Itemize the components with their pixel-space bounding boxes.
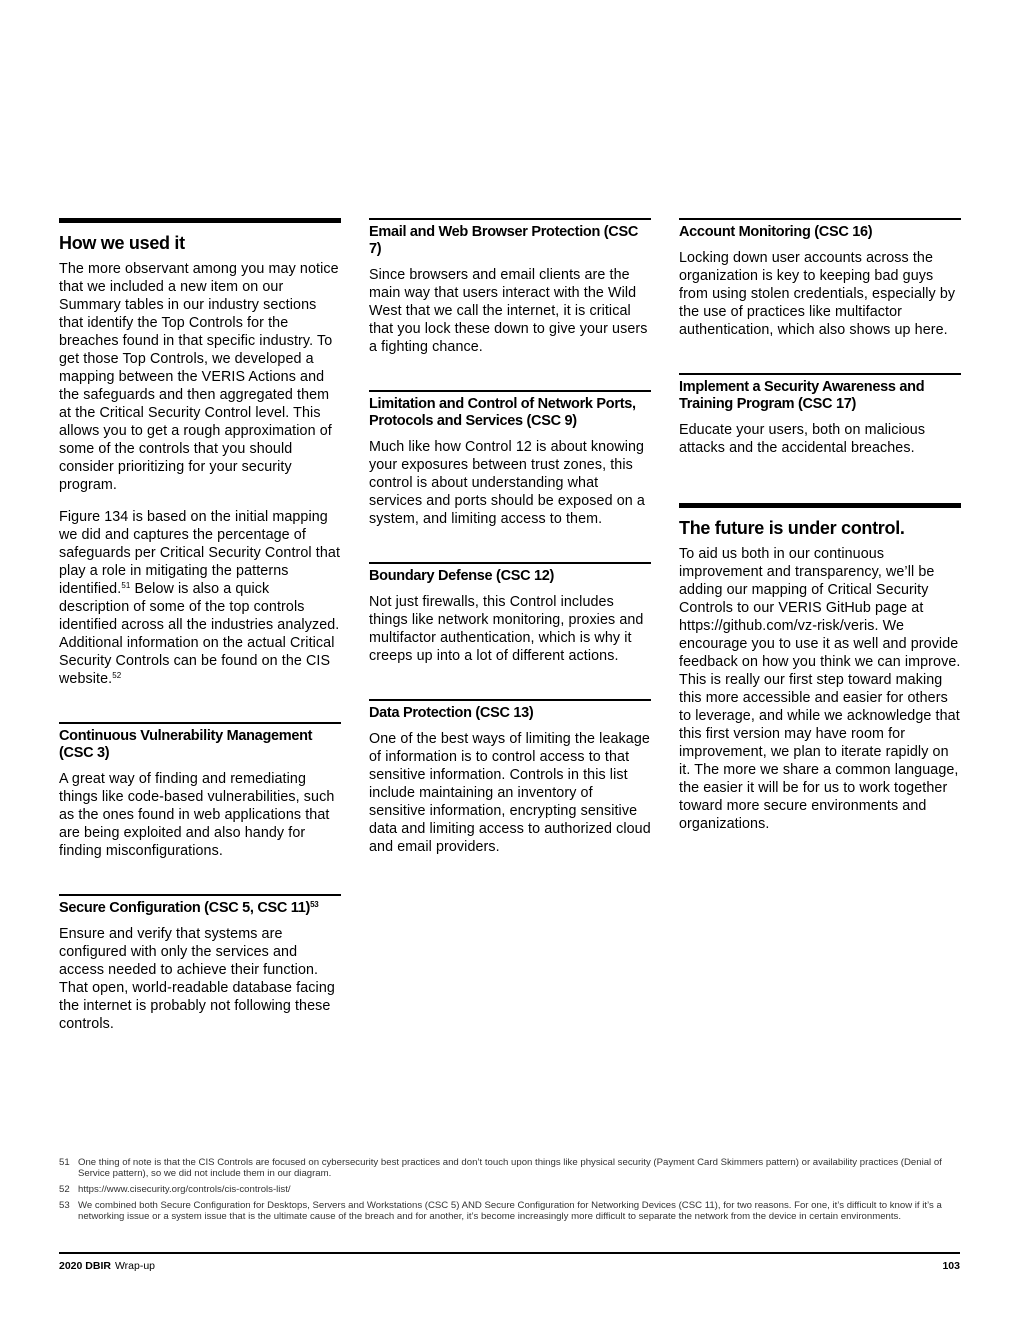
footnote-51 [59, 1157, 959, 1179]
report-title: 2020 DBIR [59, 1260, 111, 1272]
section-continuous-vulnerability [59, 722, 341, 860]
column-left [59, 218, 341, 1067]
paragraph: Since browsers and email clients are the main way that users interact with the Wild West that we call the internet, it is critical that you lock these down to give your users a fighting chance. [369, 267, 648, 355]
section-data-protection [369, 699, 651, 856]
paragraph: Educate your users, both on malicious attacks and the accidental breaches. [679, 422, 926, 456]
footnote-52 [59, 1184, 959, 1195]
column-middle [369, 218, 651, 890]
footnote-text: https://www.cisecurity.org/controls/cis-controls-list/ [78, 1184, 291, 1195]
footnote-53 [59, 1200, 959, 1222]
section-security-awareness [679, 373, 961, 457]
footnotes [59, 1157, 959, 1227]
section-title: Account Monitoring (CSC 16) [679, 224, 873, 240]
section-title: The future is under control. [679, 518, 905, 538]
paragraph: To aid us both in our continuous improvement and transparency, we’ll be adding our mapping of Critical Security Controls to our VERIS GitHub page at https://github.com/vz-risk/veris. We encourage you to use it as well and provide feedback on how you think we can improve. This is really our first step toward making this more accessible and easier for others to leverage, and while we acknowledge that this first version may have room for improvement, we plan to iterate rapidly on it. The more we share a common language, the easier it will be for us to work together toward more secure environments and organizations. [679, 546, 961, 832]
section-title: Limitation and Control of Network Ports, Protocols and Services (CSC 9) [369, 396, 636, 429]
page-footer [59, 1252, 960, 1272]
section-email-web-protection [369, 218, 651, 356]
paragraph: Figure 134 is based on the initial mapping we did and captures the percentage of safeguards per Critical Security Control that play a role in mitigating the patterns identified.$^{51}$ Below is also a quick description of some of the top controls identified across all the industries analyzed. Additional information on the actual Critical Security Controls can be found on the CIS website.$^{52}$ [59, 509, 341, 687]
footer-left [59, 1260, 155, 1272]
footnote-ref: 52 [112, 671, 122, 680]
section-title: How we used it [59, 233, 185, 253]
paragraph: A great way of finding and remediating things like code-based vulnerabilities, such as the ones found in web applications that are being exploited and also handy for finding misconfigurations. [59, 771, 335, 859]
section-title: Implement a Security Awareness and Training Program (CSC 17) [679, 379, 925, 412]
paragraph: One of the best ways of limiting the leakage of information is to control access to that sensitive information. Controls in this list include maintaining an inventory of sensitive information, encrypting sensitive data and limiting access to authorized cloud and email providers. [369, 731, 651, 855]
section-network-ports [369, 390, 651, 528]
footnote-number: 51 [59, 1157, 70, 1168]
footnote-number: 52 [59, 1184, 70, 1195]
paragraph: The more observant among you may notice that we included a new item on our Summary tables in our industry sections that identify the Top Controls for the breaches found in that specific industry. To get those Top Controls, we developed a mapping between the VERIS Actions and the safeguards and then aggregated them at the Critical Security Control level. This allows you to get a rough approximation of some of the controls that you should consider prioritizing for your security program. [59, 261, 339, 493]
footnote-number: 53 [59, 1200, 70, 1211]
section-title: Email and Web Browser Protection (CSC 7) [369, 224, 639, 257]
section-boundary-defense [369, 562, 651, 665]
paragraph: Ensure and verify that systems are configured with only the services and access needed to achieve their function. That open, world-readable database facing the internet is probably not following these controls. [59, 926, 335, 1032]
footnote-ref: 53 [310, 900, 319, 909]
column-right [679, 218, 961, 867]
section-title: Data Protection (CSC 13) [369, 705, 534, 721]
paragraph: Locking down user accounts across the organization is key to keeping bad guys from using stolen credentials, especially by the use of practices like multifactor authentication, which also shows up here. [679, 250, 956, 338]
section-title: Boundary Defense (CSC 12) [369, 568, 555, 584]
footnote-ref: 51 [121, 581, 131, 590]
section-name: Wrap-up [114, 1260, 156, 1272]
paragraph: Not just firewalls, this Control includes things like network monitoring, proxies and multifactor authentication, which is why it creeps up into a lot of different actions. [369, 594, 644, 664]
section-how-we-used-it [59, 218, 341, 688]
footnote-text: We combined both Secure Configuration for Desktops, Servers and Workstations (CSC 5) AND Secure Configuration for Networking Devices (CSC 11), for two reasons. For one, it’s difficult to know if it’s a networking issue or a system issue that is the ultimate cause of the breach and for another, it’s become increasingly more difficult to separate the network from the device in certain environments. [78, 1200, 942, 1222]
page-number: 103 [942, 1260, 960, 1272]
section-future-under-control [679, 503, 961, 833]
section-title: Continuous Vulnerability Management (CSC 3) [59, 728, 313, 761]
section-secure-configuration [59, 894, 341, 1033]
section-account-monitoring [679, 218, 961, 339]
section-title: Secure Configuration (CSC 5, CSC 11)$^{53}$ [59, 900, 319, 916]
paragraph: Much like how Control 12 is about knowing your exposures between trust zones, this control is about understanding what services and ports should be exposed on a system, and limiting access to them. [369, 439, 645, 527]
footnote-text: One thing of note is that the CIS Controls are focused on cybersecurity best practices and don’t touch upon things like physical security (Payment Card Skimmers pattern) or availability practices (Denial of Service pattern), so we did not include them in our diagram. [78, 1157, 942, 1179]
